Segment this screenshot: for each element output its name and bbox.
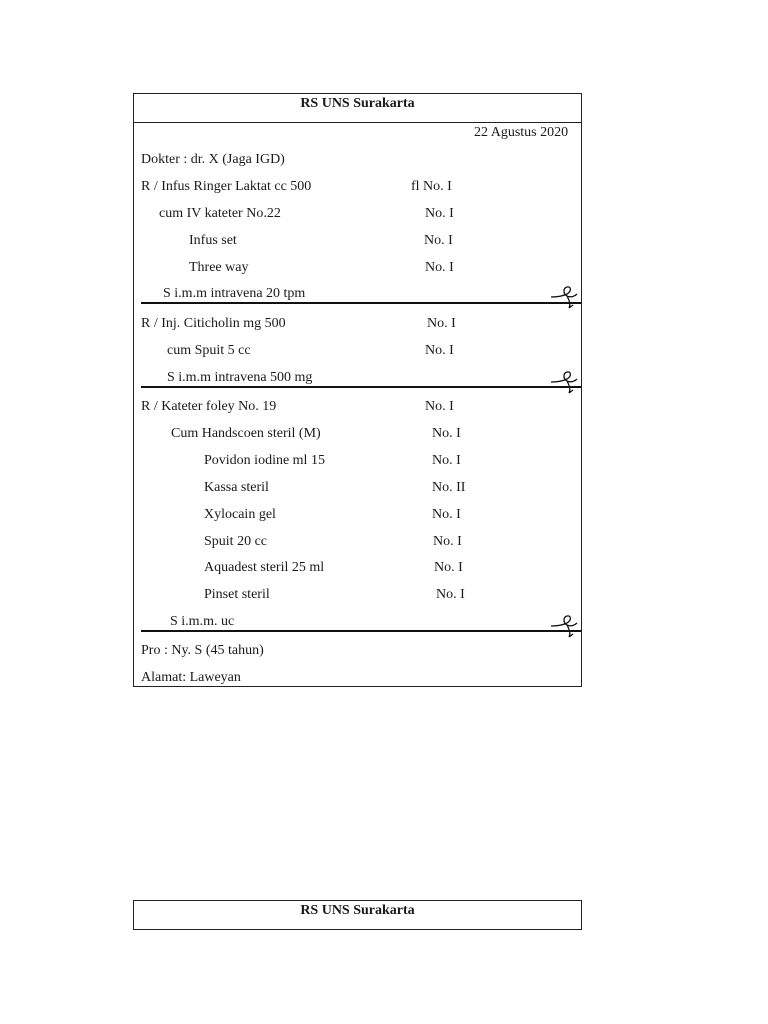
hospital-name: RS UNS Surakarta — [134, 94, 581, 123]
recipe1-qty: fl No. I — [411, 179, 452, 194]
recipe3-qty: No. I — [436, 587, 465, 602]
recipe1-qty: No. I — [424, 233, 453, 248]
recipe1-item: Three way — [189, 260, 249, 275]
recipe-divider — [141, 386, 581, 388]
recipe3-qty: No. I — [432, 453, 461, 468]
recipe1-qty: No. I — [425, 206, 454, 221]
recipe1-item: cum IV kateter No.22 — [159, 206, 281, 221]
prescription-card — [133, 93, 582, 687]
recipe3-item: Cum Handscoen steril (M) — [171, 426, 321, 441]
signature-paraf-icon — [549, 285, 579, 311]
recipe3-item: Spuit 20 cc — [204, 534, 267, 549]
recipe1-item: Infus set — [189, 233, 237, 248]
signature-paraf-icon — [549, 370, 579, 396]
recipe2-qty: No. I — [425, 343, 454, 358]
recipe3-qty: No. I — [434, 560, 463, 575]
recipe3-item: Xylocain gel — [204, 507, 276, 522]
recipe-divider — [141, 630, 581, 632]
prescription-card-next — [133, 900, 582, 930]
recipe3-qty: No. I — [432, 426, 461, 441]
recipe1-signa: S i.m.m intravena 20 tpm — [163, 286, 306, 301]
recipe3-qty: No. I — [425, 399, 454, 414]
recipe2-item: cum Spuit 5 cc — [167, 343, 251, 358]
recipe3-qty: No. II — [432, 480, 466, 495]
recipe2-signa: S i.m.m intravena 500 mg — [167, 370, 313, 385]
recipe3-item: Aquadest steril 25 ml — [204, 560, 325, 575]
recipe3-qty: No. I — [432, 507, 461, 522]
recipe3-item: R / Kateter foley No. 19 — [141, 399, 277, 414]
recipe1-qty: No. I — [425, 260, 454, 275]
patient-line: Pro : Ny. S (45 tahun) — [141, 643, 264, 658]
recipe2-item: R / Inj. Citicholin mg 500 — [141, 316, 286, 331]
recipe3-item: Pinset steril — [204, 587, 270, 602]
prescription-date: 22 Agustus 2020 — [474, 125, 569, 140]
recipe1-item: R / Infus Ringer Laktat cc 500 — [141, 179, 312, 194]
recipe3-item: Povidon iodine ml 15 — [204, 453, 325, 468]
doctor-line: Dokter : dr. X (Jaga IGD) — [141, 152, 285, 167]
recipe3-signa: S i.m.m. uc — [170, 614, 235, 629]
address-line: Alamat: Laweyan — [141, 670, 241, 685]
signature-paraf-icon — [549, 614, 579, 640]
recipe2-qty: No. I — [427, 316, 456, 331]
hospital-name: RS UNS Surakarta — [300, 903, 415, 918]
recipe3-qty: No. I — [433, 534, 462, 549]
recipe-divider — [141, 302, 581, 304]
recipe3-item: Kassa steril — [204, 480, 269, 495]
